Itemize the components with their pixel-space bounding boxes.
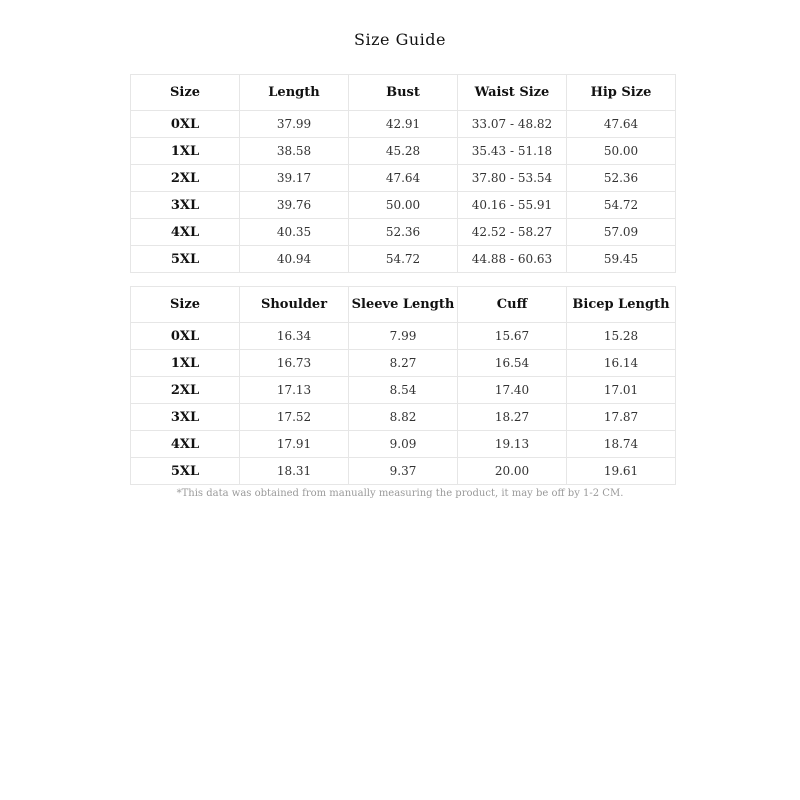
size-cell: 5XL [131,458,240,485]
waist-cell: 40.16 - 55.91 [458,192,567,219]
table-row [131,219,676,246]
bust-cell: 52.36 [349,219,458,246]
bust-cell: 42.91 [349,111,458,138]
cuff-cell: 18.27 [458,404,567,431]
size-cell: 4XL [131,431,240,458]
hip-cell: 47.64 [567,111,676,138]
hip-cell: 52.36 [567,165,676,192]
table-header-row [131,287,676,323]
size-cell: 0XL [131,323,240,350]
shoulder-cell: 17.13 [240,377,349,404]
waist-cell: 42.52 - 58.27 [458,219,567,246]
table-row [131,246,676,273]
bicep-length-cell: 17.87 [567,404,676,431]
waist-cell: 44.88 - 60.63 [458,246,567,273]
hip-cell: 59.45 [567,246,676,273]
size-cell: 3XL [131,192,240,219]
header-size: Size [131,287,240,323]
header-sleeve-length: Sleeve Length [349,287,458,323]
size-cell: 2XL [131,165,240,192]
header-bicep-length: Bicep Length [567,287,676,323]
header-bust: Bust [349,75,458,111]
cuff-cell: 19.13 [458,431,567,458]
bicep-length-cell: 16.14 [567,350,676,377]
cuff-cell: 17.40 [458,377,567,404]
bicep-length-cell: 17.01 [567,377,676,404]
header-hip-size: Hip Size [567,75,676,111]
shoulder-cell: 16.73 [240,350,349,377]
size-cell: 1XL [131,350,240,377]
bicep-length-cell: 15.28 [567,323,676,350]
length-cell: 37.99 [240,111,349,138]
bust-cell: 54.72 [349,246,458,273]
waist-cell: 35.43 - 51.18 [458,138,567,165]
table-row [131,377,676,404]
cuff-cell: 20.00 [458,458,567,485]
size-table-body-measurements [130,74,676,273]
size-cell: 4XL [131,219,240,246]
header-size: Size [131,75,240,111]
size-table-arm-measurements [130,286,676,485]
table-row [131,350,676,377]
table-header-row [131,75,676,111]
sleeve-length-cell: 8.54 [349,377,458,404]
table-row [131,404,676,431]
waist-cell: 37.80 - 53.54 [458,165,567,192]
length-cell: 40.35 [240,219,349,246]
table-row [131,138,676,165]
shoulder-cell: 17.52 [240,404,349,431]
measurement-disclaimer: *This data was obtained from manually measuring the product, it may be off by 1-2 CM. [176,488,624,499]
sleeve-length-cell: 7.99 [349,323,458,350]
length-cell: 39.17 [240,165,349,192]
length-cell: 38.58 [240,138,349,165]
bust-cell: 50.00 [349,192,458,219]
header-shoulder: Shoulder [240,287,349,323]
sleeve-length-cell: 9.09 [349,431,458,458]
table-row [131,165,676,192]
waist-cell: 33.07 - 48.82 [458,111,567,138]
shoulder-cell: 17.91 [240,431,349,458]
hip-cell: 50.00 [567,138,676,165]
header-cuff: Cuff [458,287,567,323]
bicep-length-cell: 18.74 [567,431,676,458]
bust-cell: 47.64 [349,165,458,192]
header-length: Length [240,75,349,111]
length-cell: 40.94 [240,246,349,273]
size-cell: 1XL [131,138,240,165]
length-cell: 39.76 [240,192,349,219]
sleeve-length-cell: 8.27 [349,350,458,377]
size-cell: 2XL [131,377,240,404]
table-row [131,192,676,219]
table-row [131,323,676,350]
size-cell: 0XL [131,111,240,138]
hip-cell: 54.72 [567,192,676,219]
bicep-length-cell: 19.61 [567,458,676,485]
sleeve-length-cell: 8.82 [349,404,458,431]
hip-cell: 57.09 [567,219,676,246]
table-row [131,458,676,485]
cuff-cell: 15.67 [458,323,567,350]
sleeve-length-cell: 9.37 [349,458,458,485]
cuff-cell: 16.54 [458,350,567,377]
header-waist-size: Waist Size [458,75,567,111]
page-title: Size Guide [354,30,446,49]
size-cell: 3XL [131,404,240,431]
shoulder-cell: 16.34 [240,323,349,350]
table-row [131,431,676,458]
bust-cell: 45.28 [349,138,458,165]
table-row [131,111,676,138]
shoulder-cell: 18.31 [240,458,349,485]
size-cell: 5XL [131,246,240,273]
